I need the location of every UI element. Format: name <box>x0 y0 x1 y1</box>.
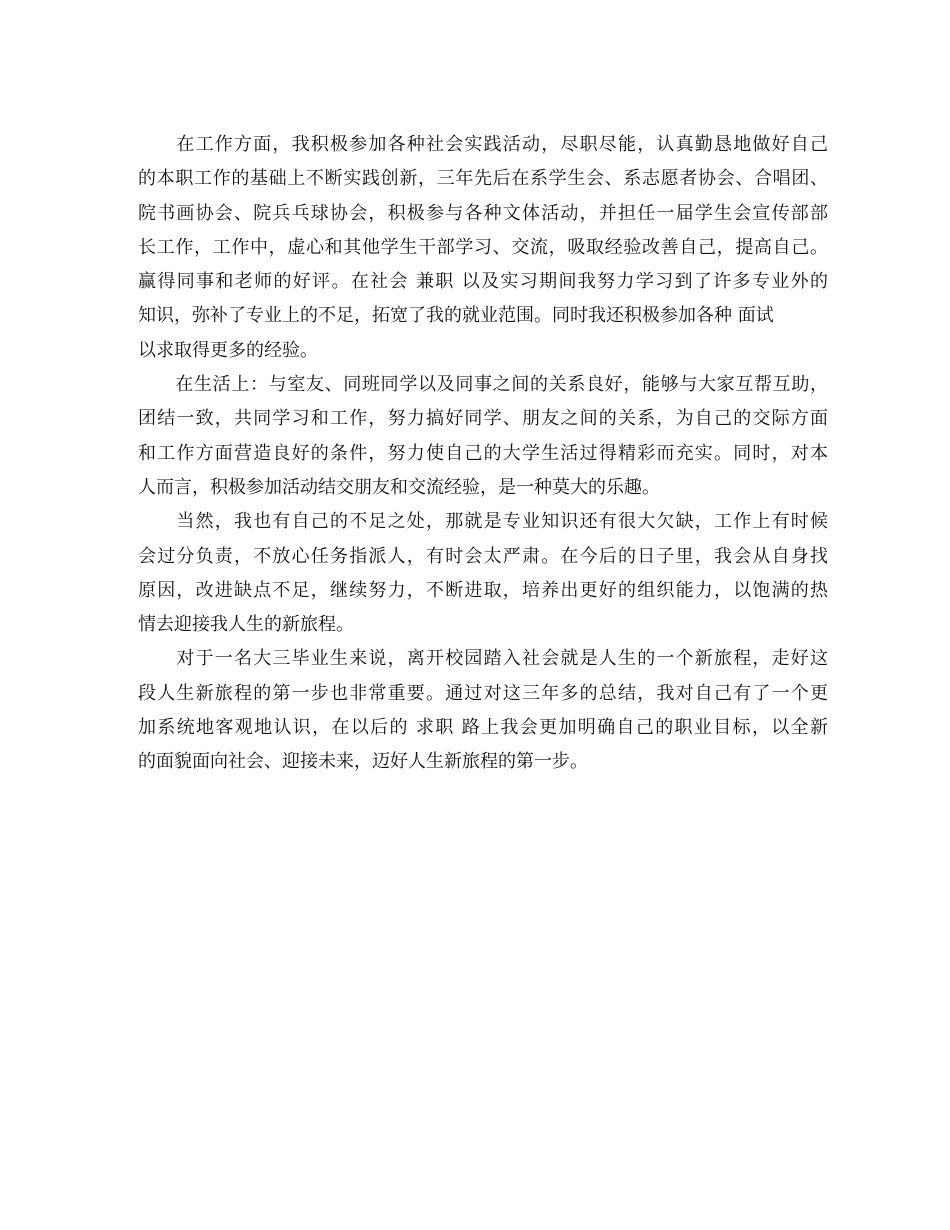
text-line: 在工作方面，我积极参加各种社会实践活动，尽职尽能，认真勤恳地做好自己 <box>138 134 828 155</box>
paragraph-shortcomings <box>138 505 828 642</box>
text-line: 段人生新旅程的第一步也非常重要。通过对这三年多的总结，我对自己有了一个更 <box>138 682 828 704</box>
text-line: 的面貌面向社会、迎接未来，迈好人生新旅程的第一步。 <box>138 751 588 773</box>
text-line: 在生活上：与室友、同班同学以及同事之间的关系良好，能够与大家互帮互助， <box>138 374 828 396</box>
paragraph-work <box>138 128 828 368</box>
text-line: 团结一致，共同学习和工作，努力搞好同学、朋友之间的关系，为自己的交际方面 <box>138 408 828 430</box>
text-line: 以求取得更多的经验。 <box>138 339 318 361</box>
text-line: 的本职工作的基础上不断实践创新，三年先后在系学生会、系志愿者协会、合唱团、 <box>138 168 828 190</box>
text-line: 院书画协会、院兵乓球协会，积极参与各种文体活动，并担任一届学生会宣传部部 <box>138 202 828 224</box>
text-line: 人而言，积极参加活动结交朋友和交流经验，是一种莫大的乐趣。 <box>138 476 660 498</box>
text-line: 会过分负责，不放心任务指派人，有时会太严肃。在今后的日子里，我会从自身找 <box>138 545 828 567</box>
text-line: 长工作，工作中，虚心和其他学生干部学习、交流，吸取经验改善自己，提高自己。 <box>138 236 828 258</box>
text-line: 对于一名大三毕业生来说，离开校园踏入社会就是人生的一个新旅程，走好这 <box>138 648 828 670</box>
paragraph-life <box>138 368 828 505</box>
document-body <box>138 128 828 780</box>
text-line: 加系统地客观地认识，在以后的 求职 路上我会更加明确自己的职业目标，以全新 <box>138 717 828 739</box>
paragraph-conclusion <box>138 642 828 779</box>
text-line: 和工作方面营造良好的条件，努力使自己的大学生活过得精彩而充实。同时，对本 <box>138 442 828 464</box>
text-line: 原因，改进缺点不足，继续努力，不断进取，培养出更好的组织能力，以饱满的热 <box>138 579 828 601</box>
text-line: 知识，弥补了专业上的不足，拓宽了我的就业范围。同时我还积极参加各种 面试 <box>138 305 774 327</box>
text-line: 赢得同事和老师的好评。在社会 兼职 以及实习期间我努力学习到了许多专业外的 <box>138 271 828 293</box>
text-line: 当然，我也有自己的不足之处，那就是专业知识还有很大欠缺，工作上有时候 <box>138 511 828 533</box>
text-line: 情去迎接我人生的新旅程。 <box>138 614 354 636</box>
